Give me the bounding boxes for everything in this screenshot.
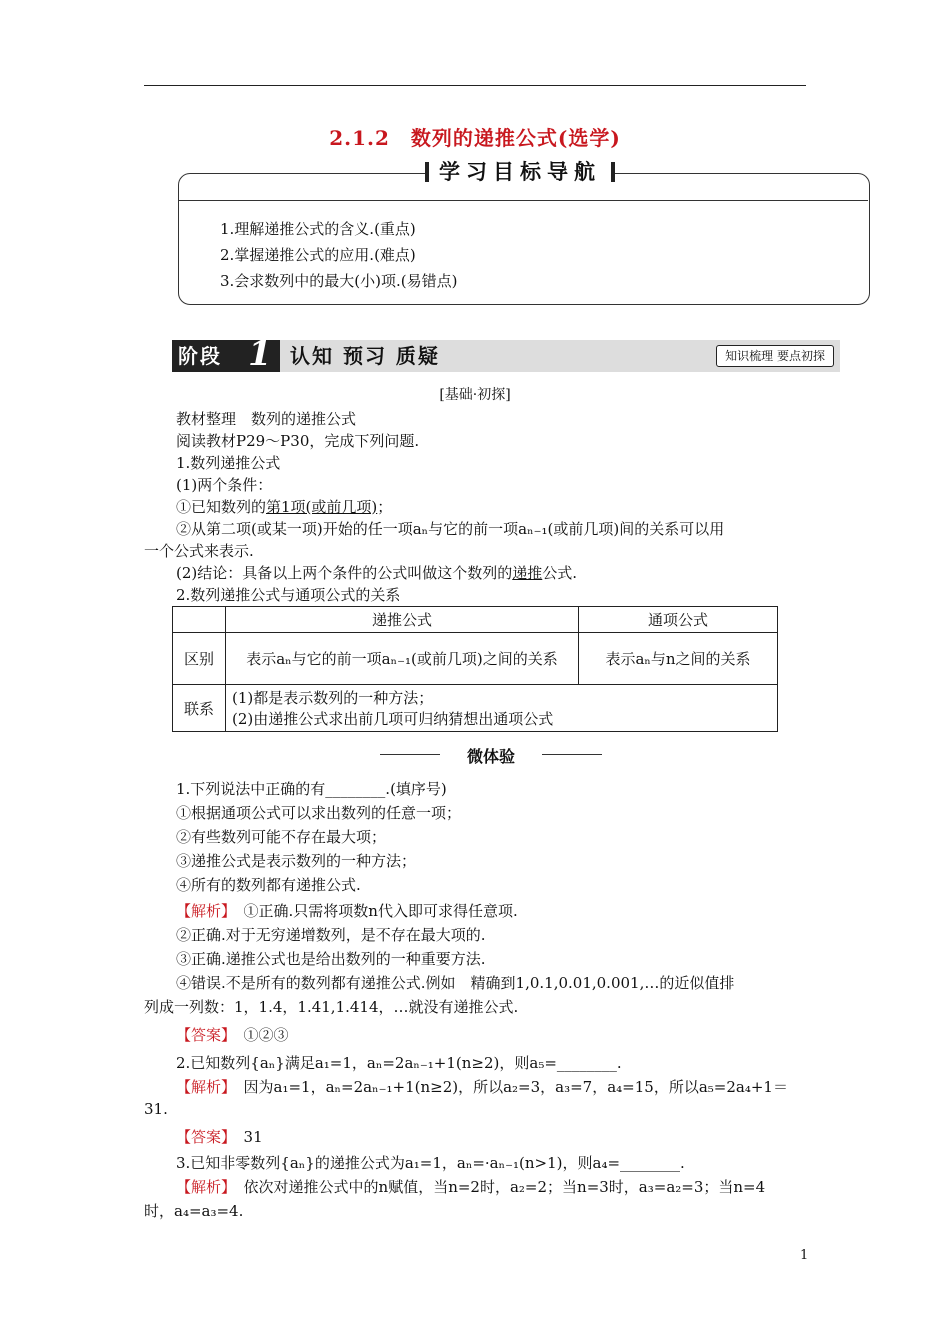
q2-answer	[176, 1126, 263, 1147]
table-row-label: 联系	[173, 685, 226, 732]
analysis-text: 31.	[144, 1100, 168, 1118]
link-line-1: (1)都是表示数列的一种方法；	[232, 689, 434, 707]
condition-1-pre: ①已知数列的	[176, 498, 267, 516]
table-cell: 表示aₙ与它的前一项aₙ₋₁(或前几项)之间的关系	[226, 633, 579, 685]
stage-head-label: 阶段	[178, 344, 222, 368]
condition-2-cont: 一个公式来表示.	[144, 542, 254, 560]
table-row	[173, 685, 778, 732]
question-2: 2.已知数列{aₙ}满足a₁=1，aₙ=2aₙ₋₁+1(n≥2)，则a₅=________.	[176, 1054, 622, 1072]
goal-divider	[178, 200, 868, 201]
link-line-2: (2)由递推公式求出前几项可归纳猜想出通项公式	[232, 710, 554, 728]
table-row	[173, 607, 778, 633]
relation-table	[172, 606, 778, 732]
mini-exercise-label: 微体验	[380, 744, 602, 764]
material-title: 教材整理 数列的递推公式	[176, 410, 357, 428]
table-cell	[226, 685, 778, 732]
section-2: 2.数列递推公式与通项公式的关系	[176, 586, 401, 604]
analysis-tag: 【解析】	[176, 902, 229, 920]
analysis-text: ④错误.不是所有的数列都有递推公式.例如 精确到1,0.1,0.01,0.001,…的近似值排	[176, 974, 735, 992]
question-3: 3.已知非零数列{aₙ}的递推公式为a₁=1，aₙ=·aₙ₋₁(n>1)，则a₄=________.	[176, 1154, 685, 1172]
goal-item: 1.理解递推公式的含义.(重点)	[220, 220, 416, 238]
read-instruction: 阅读教材P29～P30，完成下列问题.	[176, 432, 420, 450]
answer-text: 31	[243, 1128, 263, 1146]
q3-analysis	[176, 1176, 765, 1197]
table-header: 递推公式	[226, 607, 579, 633]
top-rule	[144, 85, 806, 86]
analysis-text: ①正确.只需将项数n代入即可求得任意项.	[243, 902, 518, 920]
answer-tag: 【答案】	[176, 1026, 229, 1044]
condition-1	[176, 496, 392, 517]
table-row	[173, 633, 778, 685]
goal-item: 3.会求数列中的最大(小)项.(易错点)	[220, 272, 458, 290]
section-1: 1.数列递推公式	[176, 454, 281, 472]
goal-list	[220, 216, 458, 294]
question-1: 1.下列说法中正确的有________.(填序号)	[176, 780, 447, 798]
analysis-text: 时，a₄=a₃=4.	[144, 1202, 244, 1220]
condition-title: (1)两个条件：	[176, 476, 273, 494]
q1-answer	[176, 1024, 289, 1045]
analysis-text: 依次对递推公式中的n赋值，当n=2时，a₂=2；当n=3时，a₃=a₂=3；当n=4	[243, 1178, 766, 1196]
page-number: 1	[800, 1248, 809, 1263]
conclusion-blank: 递推	[512, 564, 543, 582]
stage-tag: 知识梳理 要点初探	[716, 345, 834, 367]
table-corner	[173, 607, 226, 633]
q1-option: ①根据通项公式可以求出数列的任意一项；	[176, 804, 462, 822]
goal-label: 学习目标导航	[425, 156, 615, 188]
stage-number: 1	[248, 334, 272, 374]
stage-banner	[172, 334, 840, 374]
analysis-tag: 【解析】	[176, 1078, 229, 1096]
q2-analysis	[176, 1076, 788, 1097]
q1-option: ④所有的数列都有递推公式.	[176, 876, 361, 894]
answer-tag: 【答案】	[176, 1128, 229, 1146]
basic-label: [基础·初探]	[439, 387, 511, 403]
q1-option: ③递推公式是表示数列的一种方法；	[176, 852, 417, 870]
answer-text: ①②③	[243, 1026, 289, 1044]
table-row-label: 区别	[173, 633, 226, 685]
analysis-text: 列成一列数：1，1.4，1.41,1.414，…就没有递推公式.	[144, 998, 519, 1016]
conclusion	[176, 562, 577, 583]
page-title: 2.1.2 数列的递推公式(选学)	[329, 126, 621, 150]
q1-option: ②有些数列可能不存在最大项；	[176, 828, 387, 846]
conclusion-post: 公式.	[542, 564, 578, 582]
analysis-text: ②正确.对于无穷递增数列，是不存在最大项的.	[176, 926, 486, 944]
q1-analysis	[176, 900, 518, 921]
analysis-text: ③正确.递推公式也是给出数列的一种重要方法.	[176, 950, 486, 968]
analysis-text: 因为a₁=1，aₙ=2aₙ₋₁+1(n≥2)，所以a₂=3，a₃=7，a₄=15，所以a₅=2a₄+1＝	[243, 1078, 788, 1096]
goal-item: 2.掌握递推公式的应用.(难点)	[220, 246, 416, 264]
table-header: 通项公式	[579, 607, 778, 633]
condition-1-post: ；	[377, 498, 393, 516]
stage-title: 认知 预习 质疑	[290, 344, 440, 368]
analysis-tag: 【解析】	[176, 1178, 229, 1196]
condition-2: ②从第二项(或某一项)开始的任一项aₙ与它的前一项aₙ₋₁(或前几项)间的关系可以用	[176, 520, 725, 538]
conclusion-pre: (2)结论：具备以上两个条件的公式叫做这个数列的	[176, 564, 513, 582]
table-cell: 表示aₙ与n之间的关系	[579, 633, 778, 685]
condition-1-blank: 第1项(或前几项)	[266, 498, 378, 516]
